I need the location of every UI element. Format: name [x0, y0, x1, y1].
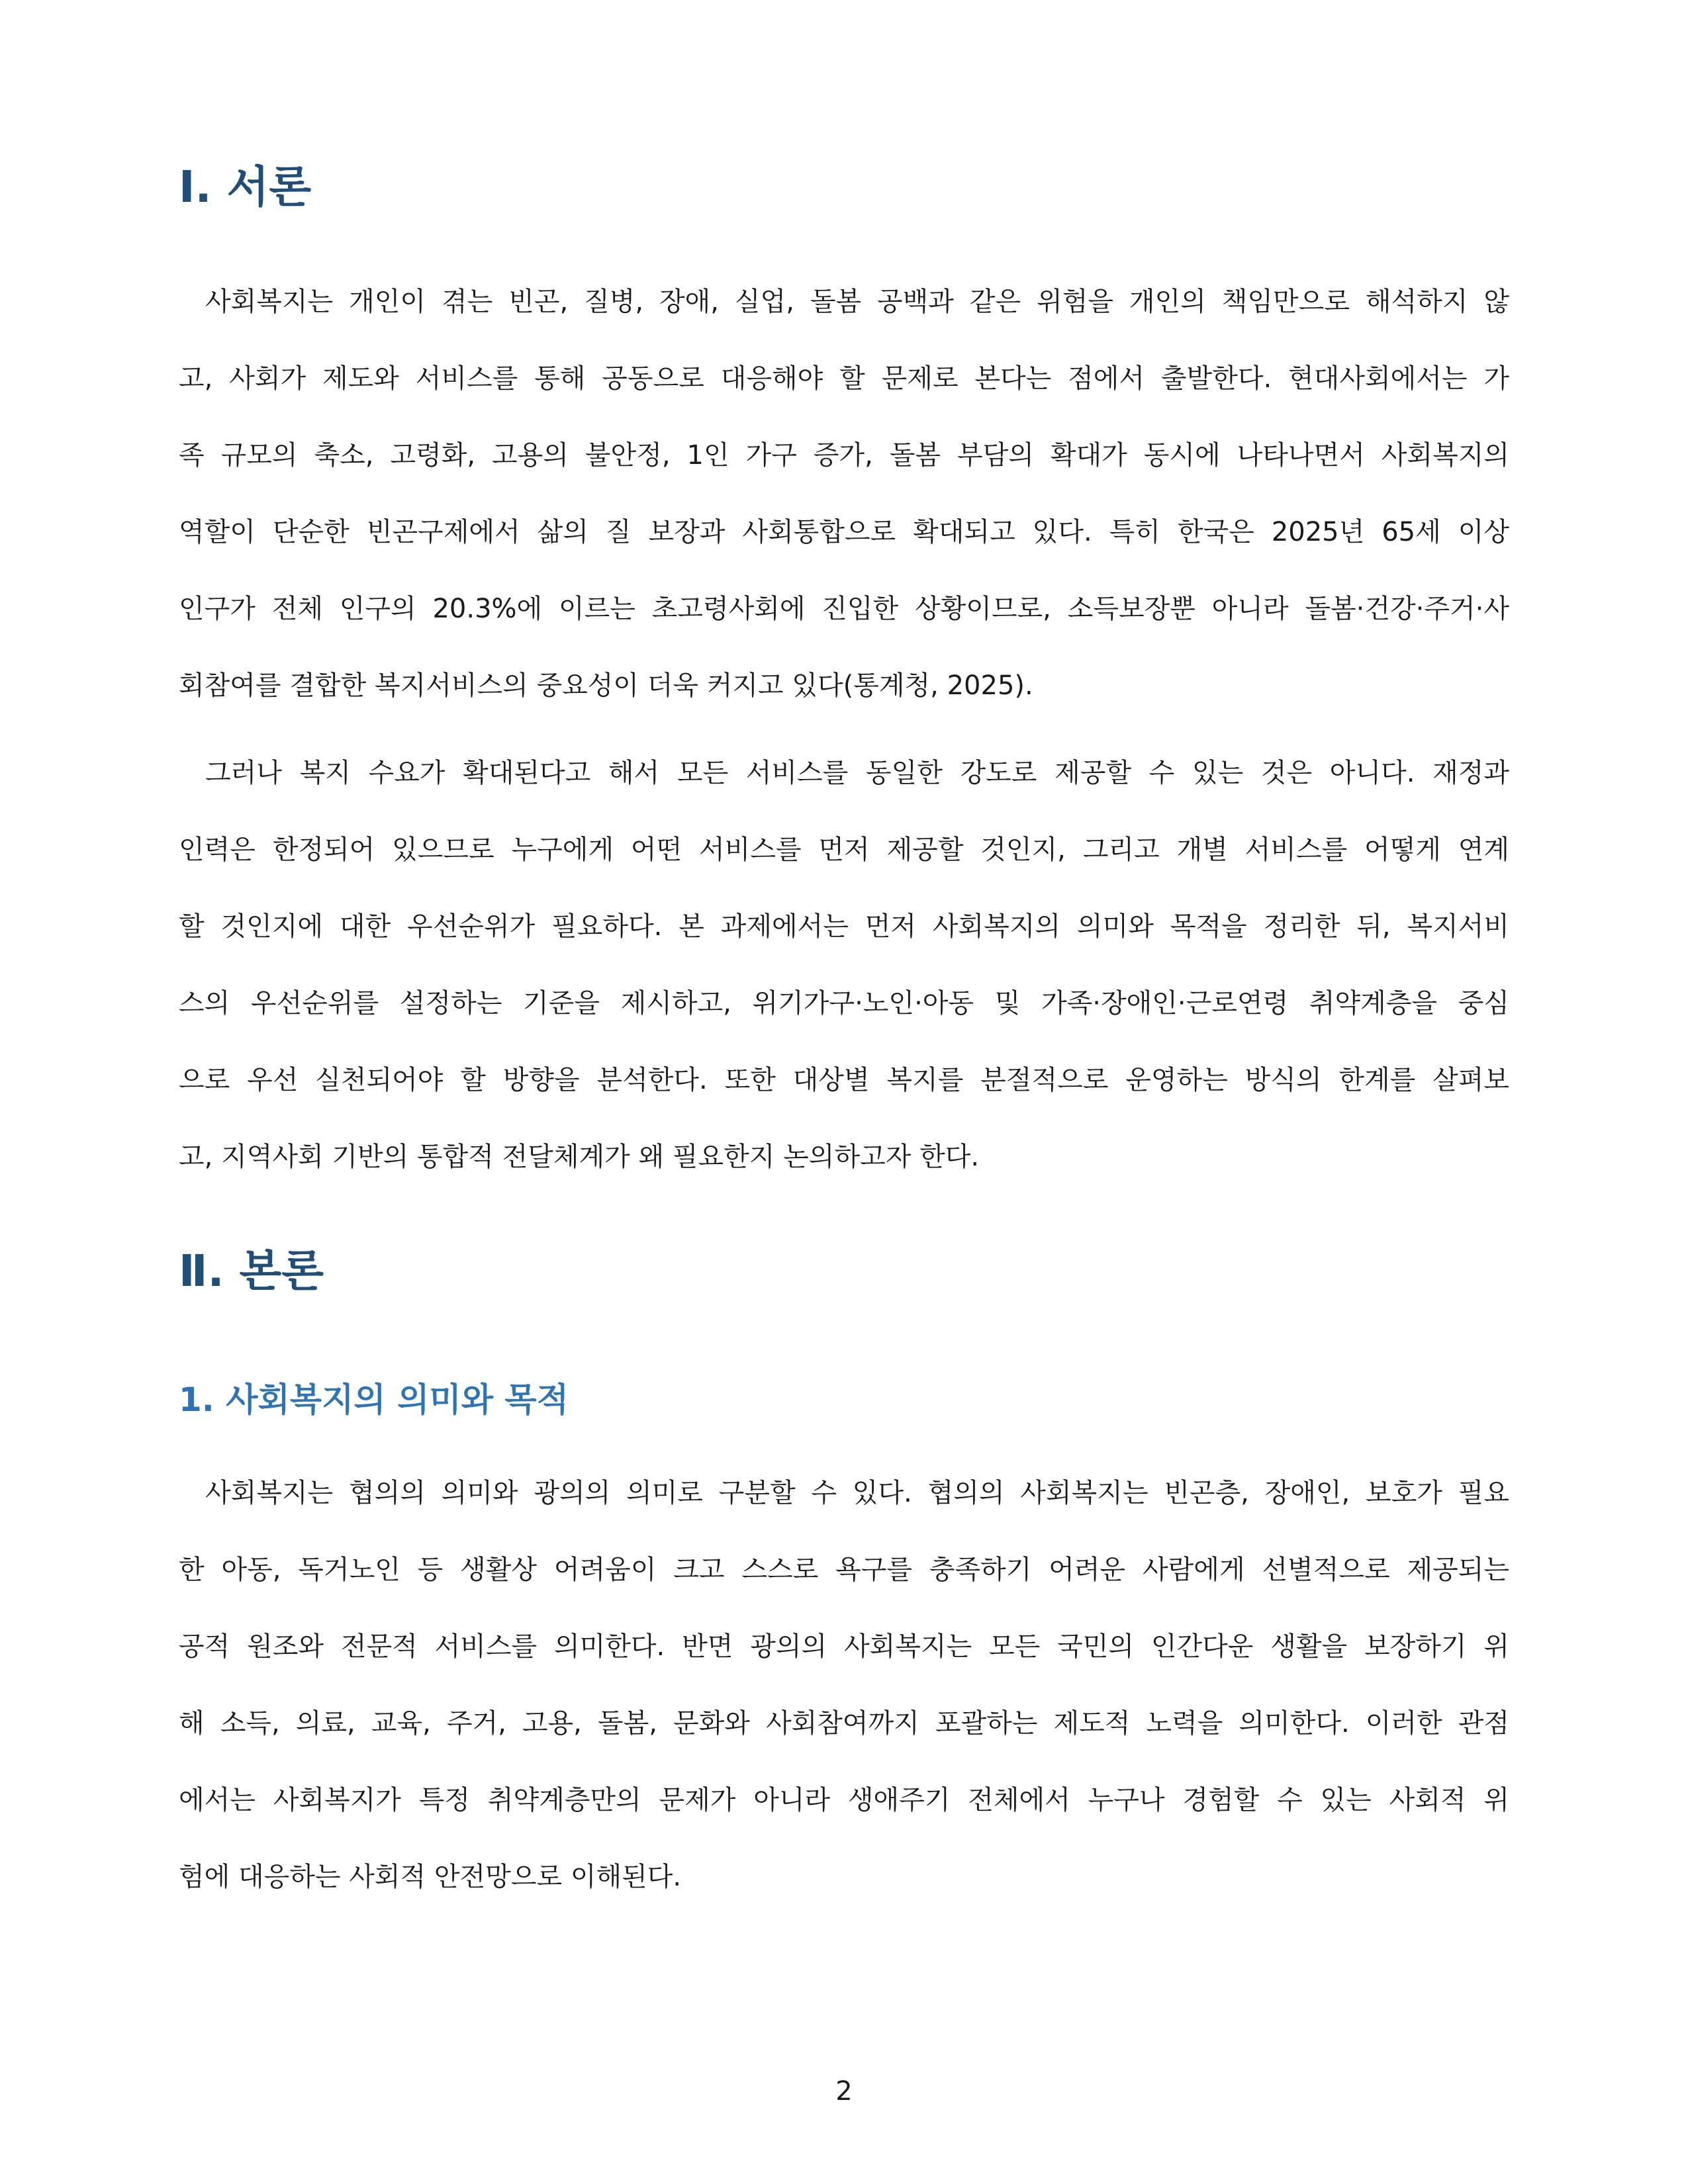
section-heading-body: Ⅱ. 본론 — [179, 1246, 324, 1297]
paragraph-line: 사회복지는 개인이 겪는 빈곤, 질병, 장애, 실업, 돌봄 공백과 같은 위험을 개인의 책임만으로 해석하지 않 — [205, 287, 1509, 317]
paragraph-line: 역할이 단순한 빈곤구제에서 삶의 질 보장과 사회통합으로 확대되고 있다. 특히 한국은 2025년 65세 이상 — [179, 517, 1509, 547]
paragraph-line: 사회복지는 협의의 의미와 광의의 의미로 구분할 수 있다. 협의의 사회복지는 빈곤층, 장애인, 보호가 필요 — [205, 1478, 1509, 1508]
paragraph-line: 할 것인지에 대한 우선순위가 필요하다. 본 과제에서는 먼저 사회복지의 의미와 목적을 정리한 뒤, 복지서비 — [179, 911, 1509, 942]
paragraph-line: 으로 우선 실천되어야 할 방향을 분석한다. 또한 대상별 복지를 분절적으로 운영하는 방식의 한계를 살펴보 — [179, 1065, 1509, 1095]
paragraph-line: 한 아동, 독거노인 등 생활상 어려움이 크고 스스로 욕구를 충족하기 어려운 사람에게 선별적으로 제공되는 — [179, 1555, 1509, 1585]
paragraph-line: 고, 지역사회 기반의 통합적 전달체계가 왜 필요한지 논의하고자 한다. — [179, 1142, 980, 1172]
subsection-heading-meaning: 1. 사회복지의 의미와 목적 — [179, 1381, 569, 1419]
meaning-paragraph-1 — [179, 1455, 1509, 1915]
paragraph-line: 해 소득, 의료, 교육, 주거, 고용, 돌봄, 문화와 사회참여까지 포괄하는 제도적 노력을 의미한다. 이러한 관점 — [179, 1708, 1509, 1739]
intro-paragraph-2 — [179, 735, 1509, 1195]
paragraph-line: 족 규모의 축소, 고령화, 고용의 불안정, 1인 가구 증가, 돌봄 부담의 확대가 동시에 나타나면서 사회복지의 — [179, 440, 1509, 471]
paragraph-line: 인구가 전체 인구의 20.3%에 이르는 초고령사회에 진입한 상황이므로, 소득보장뿐 아니라 돌봄·건강·주거·사 — [179, 594, 1509, 624]
paragraph-line: 공적 원조와 전문적 서비스를 의미한다. 반면 광의의 사회복지는 모든 국민의 인간다운 생활을 보장하기 위 — [179, 1631, 1509, 1662]
page-number: 2 — [835, 2076, 853, 2107]
section-heading-intro: Ⅰ. 서론 — [179, 161, 312, 212]
paragraph-line: 그러나 복지 수요가 확대된다고 해서 모든 서비스를 동일한 강도로 제공할 수 있는 것은 아니다. 재정과 — [205, 758, 1509, 788]
paragraph-line: 회참여를 결합한 복지서비스의 중요성이 더욱 커지고 있다(통계청, 2025). — [179, 670, 1033, 701]
paragraph-line: 험에 대응하는 사회적 안전망으로 이해된다. — [179, 1862, 682, 1892]
paragraph-line: 에서는 사회복지가 특정 취약계층만의 문제가 아니라 생애주기 전체에서 누구나 경험할 수 있는 사회적 위 — [179, 1785, 1509, 1815]
paragraph-line: 인력은 한정되어 있으므로 누구에게 어떤 서비스를 먼저 제공할 것인지, 그리고 개별 서비스를 어떻게 연계 — [179, 835, 1509, 865]
paragraph-line: 고, 사회가 제도와 서비스를 통해 공동으로 대응해야 할 문제로 본다는 점에서 출발한다. 현대사회에서는 가 — [179, 363, 1509, 394]
paragraph-line: 스의 우선순위를 설정하는 기준을 제시하고, 위기가구·노인·아동 및 가족·장애인·근로연령 취약계층을 중심 — [179, 988, 1509, 1019]
intro-paragraph-1 — [179, 263, 1509, 724]
